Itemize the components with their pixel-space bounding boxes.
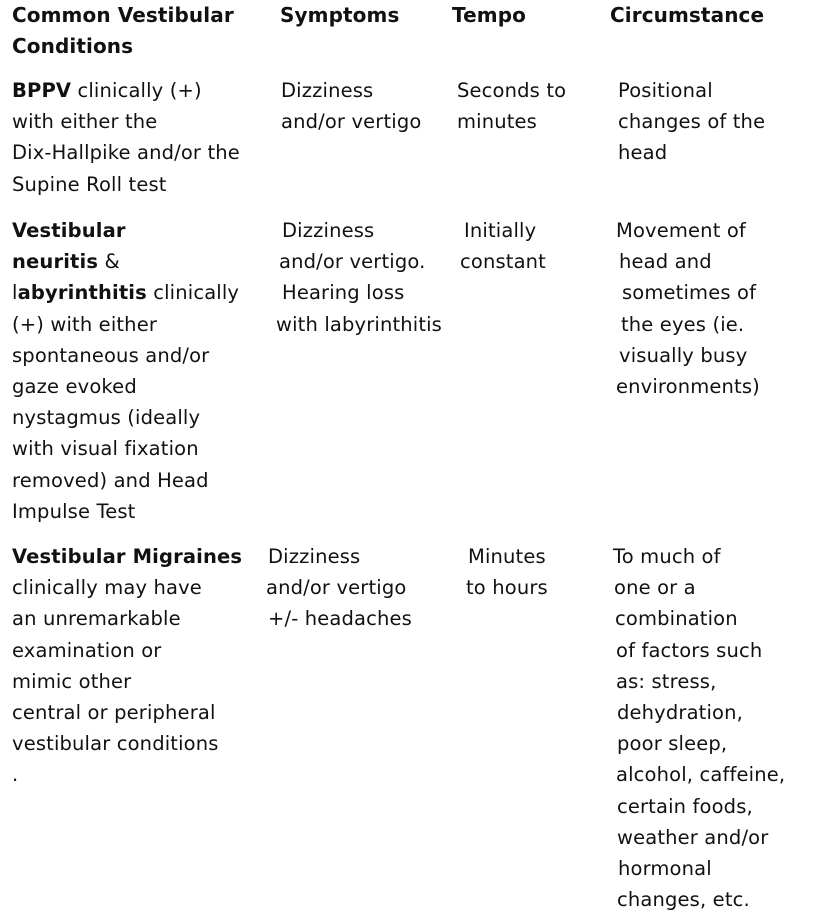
header-line: Circumstance bbox=[610, 3, 765, 27]
circumstance-line: the eyes (ie. bbox=[621, 312, 745, 336]
condition-line bbox=[12, 541, 242, 572]
condition-line: with visual fixation bbox=[12, 437, 199, 461]
condition-text: l bbox=[12, 281, 18, 305]
circumstance-line: head bbox=[618, 141, 668, 165]
circumstance-line: combination bbox=[615, 607, 738, 631]
circumstance-line: of factors such bbox=[616, 638, 763, 662]
tempo-cell bbox=[457, 75, 566, 137]
circumstance-line: poor sleep, bbox=[617, 732, 728, 756]
circumstance-line: weather and/or bbox=[617, 825, 769, 849]
condition-text: clinically (+) bbox=[71, 79, 202, 102]
symptoms-line: and/or vertigo bbox=[266, 576, 407, 600]
circumstance-line: Movement of bbox=[616, 219, 746, 242]
condition-line: gaze evoked bbox=[12, 374, 137, 398]
condition-line: (+) with either bbox=[12, 312, 158, 336]
circumstance-line: To much of bbox=[613, 545, 721, 568]
condition-text: clinically bbox=[146, 281, 240, 305]
condition-line: vestibular conditions bbox=[12, 732, 219, 756]
symptoms-line: Dizziness bbox=[281, 79, 374, 102]
circumstance-line: dehydration, bbox=[617, 700, 743, 724]
condition-line: spontaneous and/or bbox=[12, 343, 210, 367]
condition-line: Impulse Test bbox=[12, 499, 136, 523]
circumstance-line: certain foods, bbox=[617, 794, 753, 818]
symptoms-cell bbox=[281, 75, 421, 137]
condition-cell bbox=[12, 75, 240, 200]
header-symptoms bbox=[280, 0, 399, 31]
circumstance-line: sometimes of bbox=[622, 281, 757, 305]
tempo-line: minutes bbox=[457, 110, 537, 134]
circumstance-line: environments) bbox=[616, 374, 760, 398]
circumstance-line: head and bbox=[619, 250, 712, 274]
condition-line: an unremarkable bbox=[12, 607, 181, 631]
symptoms-line: Dizziness bbox=[282, 219, 375, 242]
condition-line: Supine Roll test bbox=[12, 172, 167, 196]
condition-line: examination or bbox=[12, 638, 162, 662]
circumstance-line: changes, etc. bbox=[617, 888, 750, 912]
header-common-vestibular-conditions bbox=[12, 0, 234, 61]
condition-line: clinically may have bbox=[12, 576, 202, 600]
condition-line bbox=[12, 277, 239, 308]
condition-cell bbox=[12, 541, 242, 791]
circumstance-line: changes of the bbox=[618, 110, 766, 134]
symptoms-cell bbox=[276, 215, 442, 340]
tempo-line: Minutes bbox=[468, 545, 546, 568]
circumstance-line: visually busy bbox=[619, 343, 748, 367]
header-line: Tempo bbox=[452, 3, 526, 27]
circumstance-line: as: stress, bbox=[616, 669, 717, 693]
symptoms-line: and/or vertigo. bbox=[279, 250, 426, 274]
header-tempo bbox=[452, 0, 526, 31]
condition-line: nystagmus (ideally bbox=[12, 406, 201, 430]
tempo-line: constant bbox=[460, 250, 546, 274]
symptoms-line: with labyrinthitis bbox=[276, 312, 442, 336]
circumstance-line: hormonal bbox=[618, 856, 712, 880]
condition-line: mimic other bbox=[12, 669, 132, 693]
header-line: Symptoms bbox=[280, 3, 400, 27]
condition-name: abyrinthitis bbox=[17, 281, 147, 305]
condition-line bbox=[12, 246, 239, 277]
header-line: Common Vestibular bbox=[12, 3, 234, 27]
header-circumstance bbox=[610, 0, 764, 31]
circumstance-line: alcohol, caffeine, bbox=[616, 763, 786, 787]
condition-line: removed) and Head bbox=[12, 468, 209, 492]
circumstance-cell bbox=[618, 75, 765, 169]
symptoms-line: Dizziness bbox=[268, 545, 361, 568]
condition-name: Vestibular Migraines bbox=[12, 545, 243, 568]
condition-line: . bbox=[12, 763, 19, 787]
circumstance-line: Positional bbox=[618, 79, 713, 102]
header-line: Conditions bbox=[12, 33, 134, 58]
condition-name: neuritis bbox=[12, 250, 99, 274]
condition-line bbox=[12, 75, 240, 106]
tempo-line: Initially bbox=[464, 219, 537, 242]
condition-line: Dix-Hallpike and/or the bbox=[12, 141, 240, 165]
tempo-line: to hours bbox=[466, 576, 548, 600]
symptoms-line: and/or vertigo bbox=[281, 110, 422, 134]
circumstance-cell bbox=[616, 215, 760, 402]
condition-line: with either the bbox=[12, 110, 158, 134]
tempo-cell bbox=[466, 541, 548, 603]
tempo-line: Seconds to bbox=[457, 79, 567, 102]
condition-line: central or peripheral bbox=[12, 700, 216, 724]
symptoms-cell bbox=[266, 541, 412, 635]
condition-text: & bbox=[98, 250, 120, 274]
condition-line bbox=[12, 215, 239, 246]
symptoms-line: Hearing loss bbox=[282, 281, 405, 305]
condition-cell bbox=[12, 215, 239, 527]
condition-name: Vestibular bbox=[12, 219, 126, 242]
tempo-cell bbox=[460, 215, 546, 277]
condition-name: BPPV bbox=[12, 79, 72, 102]
circumstance-cell bbox=[613, 541, 785, 915]
circumstance-line: one or a bbox=[614, 576, 696, 600]
symptoms-line: +/- headaches bbox=[268, 607, 412, 631]
